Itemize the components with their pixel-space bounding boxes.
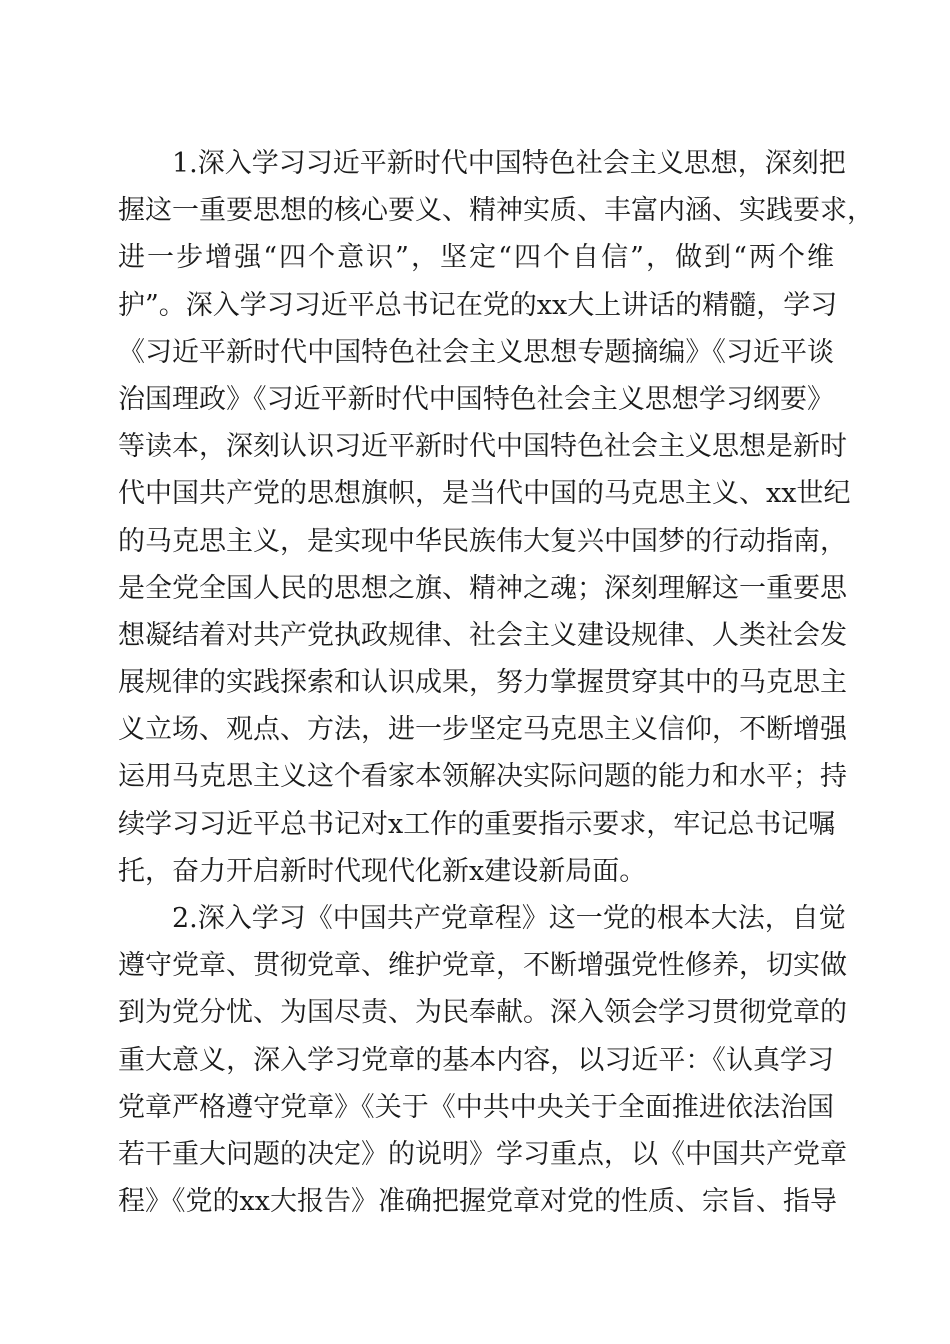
text-line: 握这一重要思想的核心要义、精神实质、丰富内涵、实践要求， [118,195,874,227]
text-line: 的马克思主义，是实现中华民族伟大复兴中国梦的行动指南， [118,525,847,557]
text-line: 1.深入学习习近平新时代中国特色社会主义思想，深刻把 [172,148,846,179]
text-line: 《习近平新时代中国特色社会主义思想专题摘编》《习近平谈 [118,336,834,368]
text-line: 等读本，深刻认识习近平新时代中国特色社会主义思想是新时 [118,431,847,463]
text-line: 展规律的实践探索和认识成果，努力掌握贯穿其中的马克思主 [118,667,847,699]
text-line: 义立场、观点、方法，进一步坚定马克思主义信仰，不断增强 [118,714,847,746]
paragraph-2 [118,895,847,1225]
text-line: 到为党分忧、为国尽责、为民奉献。深入领会学习贯彻党章的 [118,997,847,1029]
text-line: 若干重大问题的决定》的说明》学习重点，以《中国共产党章 [118,1138,847,1170]
text-line: 治国理政》《习近平新时代中国特色社会主义思想学习纲要》 [118,383,834,415]
text-line: 代中国共产党的思想旗帜，是当代中国的马克思主义、xx世纪 [118,478,851,510]
text-line: 想凝结着对共产党执政规律、社会主义建设规律、人类社会发 [118,619,847,651]
document-body [118,140,874,1225]
text-line: 护”。深入学习习近平总书记在党的xx大上讲话的精髓，学习 [118,289,838,321]
text-line: 托，奋力开启新时代现代化新x建设新局面。 [118,855,647,887]
text-line: 遵守党章、贯彻党章、维护党章，不断增强党性修养，切实做 [118,950,847,982]
text-line: 2.深入学习《中国共产党章程》这一党的根本大法，自觉 [172,903,846,934]
text-line: 续学习习近平总书记对x工作的重要指示要求，牢记总书记嘱 [118,808,836,840]
text-line: 重大意义，深入学习党章的基本内容，以习近平：《认真学习 [118,1044,834,1076]
text-line: 党章严格遵守党章》《关于《中共中央关于全面推进依法治国 [118,1091,834,1123]
text-line: 进一步增强“四个意识”，坚定“四个自信”，做到“两个维 [118,242,834,274]
text-line: 是全党全国人民的思想之旗、精神之魂；深刻理解这一重要思 [118,572,847,604]
paragraph-1 [118,140,874,895]
text-line: 程》《党的xx大报告》准确把握党章对党的性质、宗旨、指导 [118,1186,837,1218]
text-line: 运用马克思主义这个看家本领解决实际问题的能力和水平；持 [118,761,847,793]
